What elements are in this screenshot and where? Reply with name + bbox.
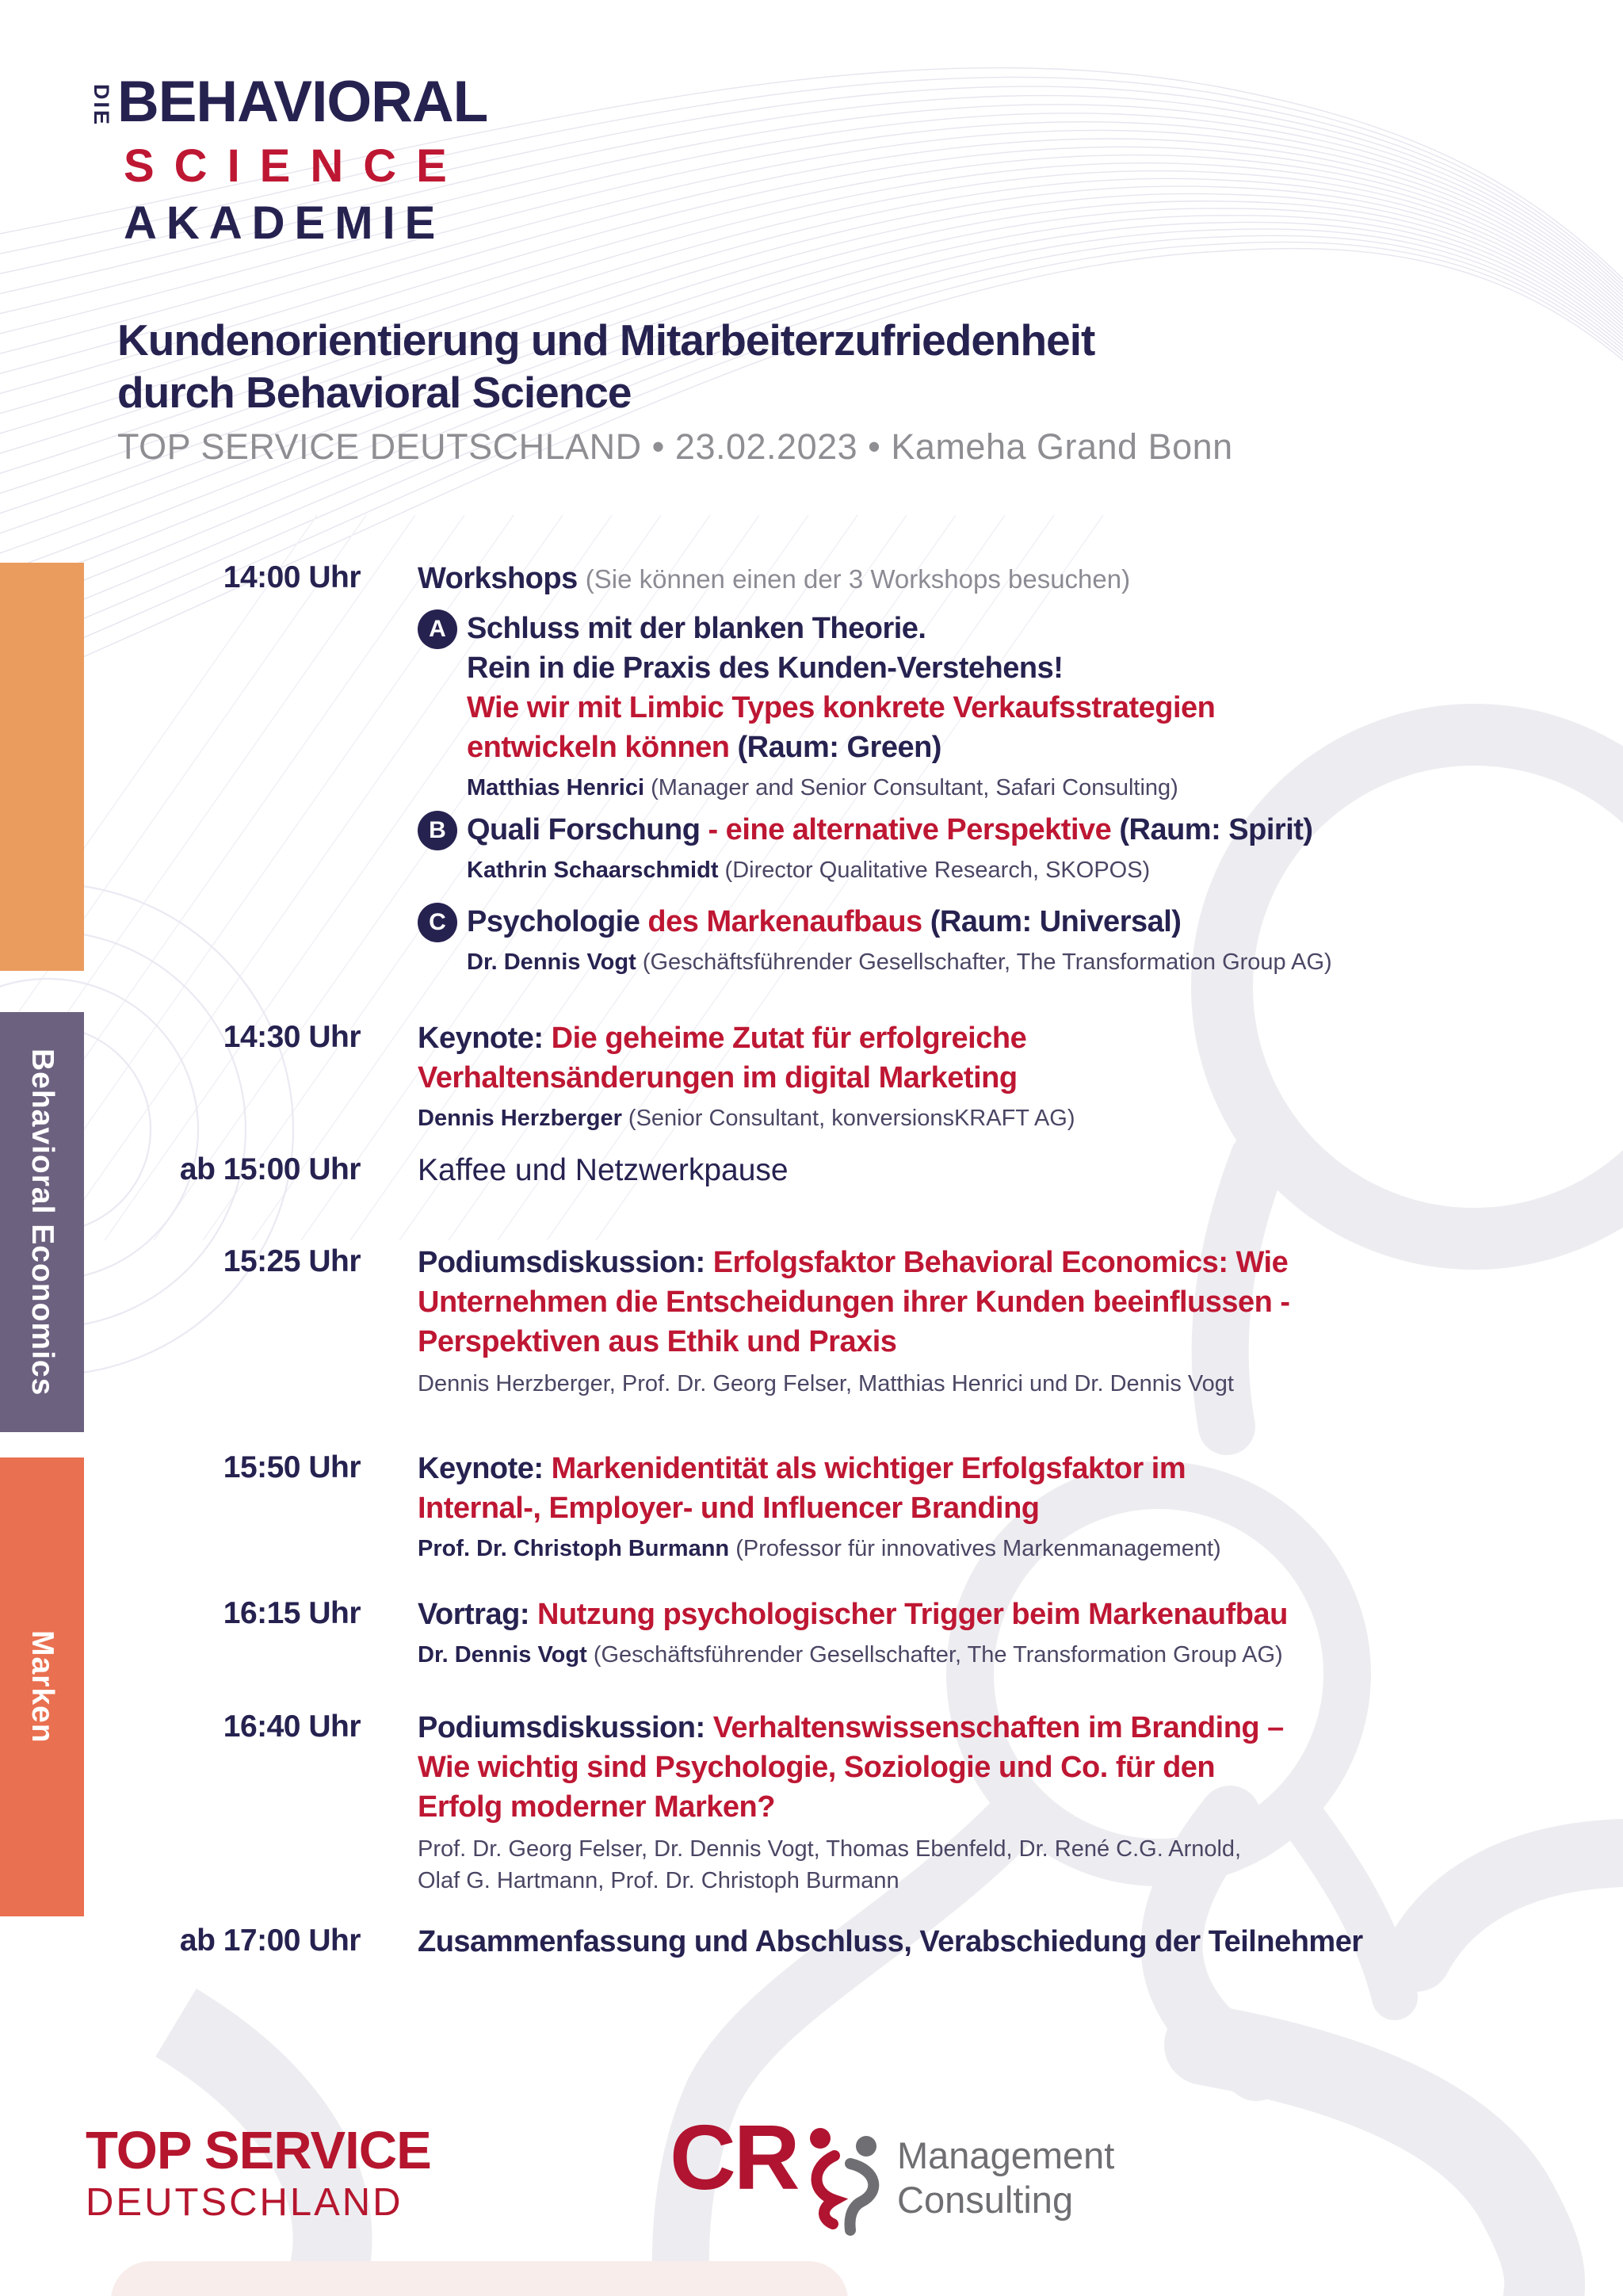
speaker-name: Dr. Dennis Vogt [418,1642,587,1668]
workshop-title-navy: Quali Forschung [467,813,701,846]
session-type: Keynote: [418,1022,544,1055]
speaker-role: (Geschäftsführender Gesellschafter, The Transformation Group AG) [593,1642,1283,1668]
sidebar-label-marken: Marken [25,1630,59,1744]
workshop-room: (Raum: Universal) [930,905,1182,938]
panel-participants: Dennis Herzberger, Prof. Dr. Georg Felser, Matthias Henrici und Dr. Dennis Vogt [418,1371,1234,1396]
top-service-text: TOP SERVICE [86,2121,431,2180]
workshop-title-red: des Markenaufbaus [647,905,922,938]
sidebar-bar-behavioral-economics [0,1012,84,1432]
session-note: (Sie können einen der 3 Workshops besuchen) [585,564,1131,594]
session-title-red: Die geheime Zutat für erfolgreiche Verhaltensänderungen im digital Marketing [418,1022,1027,1095]
speaker-role: (Manager and Senior Consultant, Safari Consulting) [651,775,1178,800]
speaker-role: (Senior Consultant, konversionsKRAFT AG) [628,1106,1075,1131]
time-label: 14:30 Uhr [223,1020,361,1054]
management-consulting-text [897,2134,1114,2222]
cr-figures-icon [803,2126,898,2244]
akademie-logo [89,70,488,249]
session-title: Workshops [418,562,578,595]
session-title-red: Nutzung psychologischer Trigger beim Markenaufbau [537,1598,1288,1631]
speaker-name: Dennis Herzberger [418,1106,622,1131]
speaker-name: Prof. Dr. Christoph Burmann [418,1536,730,1561]
deutschland-text: DEUTSCHLAND [86,2181,403,2224]
speaker-name: Kathrin Schaarschmidt [467,858,719,883]
logo-akademie: AKADEMIE [124,197,445,249]
session-type: Podiumsdiskussion: [418,1711,705,1744]
page-title-line1: Kundenorientierung und Mitarbeiterzufriedenheit [117,315,1095,365]
panel-participants: Prof. Dr. Georg Felser, Dr. Dennis Vogt, Thomas Ebenfeld, Dr. René C.G. Arnold, Olaf G. Hartmann, Prof. Dr. Christoph Burmann [418,1836,1242,1893]
time-label: 16:15 Uhr [223,1596,361,1630]
event-header [117,314,1233,468]
cr-text: CR [670,2106,798,2209]
workshop-title-navy: Psychologie [467,905,640,938]
workshop-room: (Raum: Green) [737,731,941,764]
page-title-line2: durch Behavioral Science [117,368,632,417]
workshop-badge-a: A [418,609,457,649]
workshop-title-red: Wie wir mit Limbic Types konkrete Verkaufsstrategien entwickeln können [467,691,1216,764]
workshop-title-line: Rein in die Praxis des Kunden-Verstehens! [467,651,1064,685]
logo-behavioral: BEHAVIORAL [117,70,488,134]
speaker-role: (Director Qualitative Research, SKOPOS) [724,858,1151,883]
time-label: ab 17:00 Uhr [179,1924,361,1958]
top-service-deutschland-logo [86,2122,431,2225]
session-type: Podiumsdiskussion: [418,1246,705,1279]
sidebar-bar-marken [0,1457,84,1916]
management-text: Management [897,2134,1115,2176]
workshop-title-red: - eine alternative Perspektive [708,813,1112,846]
session-title-red: Verhaltenswissenschaften im Branding – Wie wichtig sind Psychologie, Soziologie und Co. für den Erfolg moderner Marken? [418,1711,1284,1824]
time-label: 16:40 Uhr [223,1710,361,1744]
time-label: 15:25 Uhr [223,1244,361,1278]
speaker-name: Dr. Dennis Vogt [467,949,636,975]
workshop-badge-b: B [418,811,457,850]
consulting-text: Consulting [897,2179,1074,2221]
session-title-red: Erfolgsfaktor Behavioral Economics: Wie Unternehmen die Entscheidungen ihrer Kunden beeinflussen - Perspektiven aus Ethik und Praxis [418,1246,1290,1358]
sidebar-label-behavioral-economics: Behavioral Economics [25,1048,59,1396]
logo-science: SCIENCE [124,140,467,192]
session-title: Kaffee und Netzwerkpause [418,1153,789,1187]
time-label: 15:50 Uhr [223,1450,361,1484]
cr-management-consulting-logo [670,2106,898,2244]
workshop-room: (Raum: Spirit) [1119,813,1313,846]
session-title-red: Markenidentität als wichtiger Erfolgsfaktor im Internal-, Employer- und Influencer Branding [418,1452,1186,1525]
session-type: Keynote: [418,1452,544,1485]
session-type: Vortrag: [418,1598,529,1631]
session-title: Zusammenfassung und Abschluss, Verabschiedung der Teilnehmer [418,1925,1363,1958]
workshop-badge-c: C [418,903,457,942]
logo-die: DIE [90,84,113,128]
speaker-role: (Professor für innovatives Markenmanagement) [735,1536,1221,1561]
time-label: 14:00 Uhr [223,560,361,594]
sidebar-bar-workshops [0,563,84,971]
speaker-role: (Geschäftsführender Gesellschafter, The Transformation Group AG) [642,949,1332,975]
speaker-name: Matthias Henrici [467,775,644,800]
event-subtitle: TOP SERVICE DEUTSCHLAND • 23.02.2023 • Kameha Grand Bonn [117,426,1233,467]
workshop-title-line: Schluss mit der blanken Theorie. [467,612,926,645]
time-label: ab 15:00 Uhr [179,1152,361,1186]
